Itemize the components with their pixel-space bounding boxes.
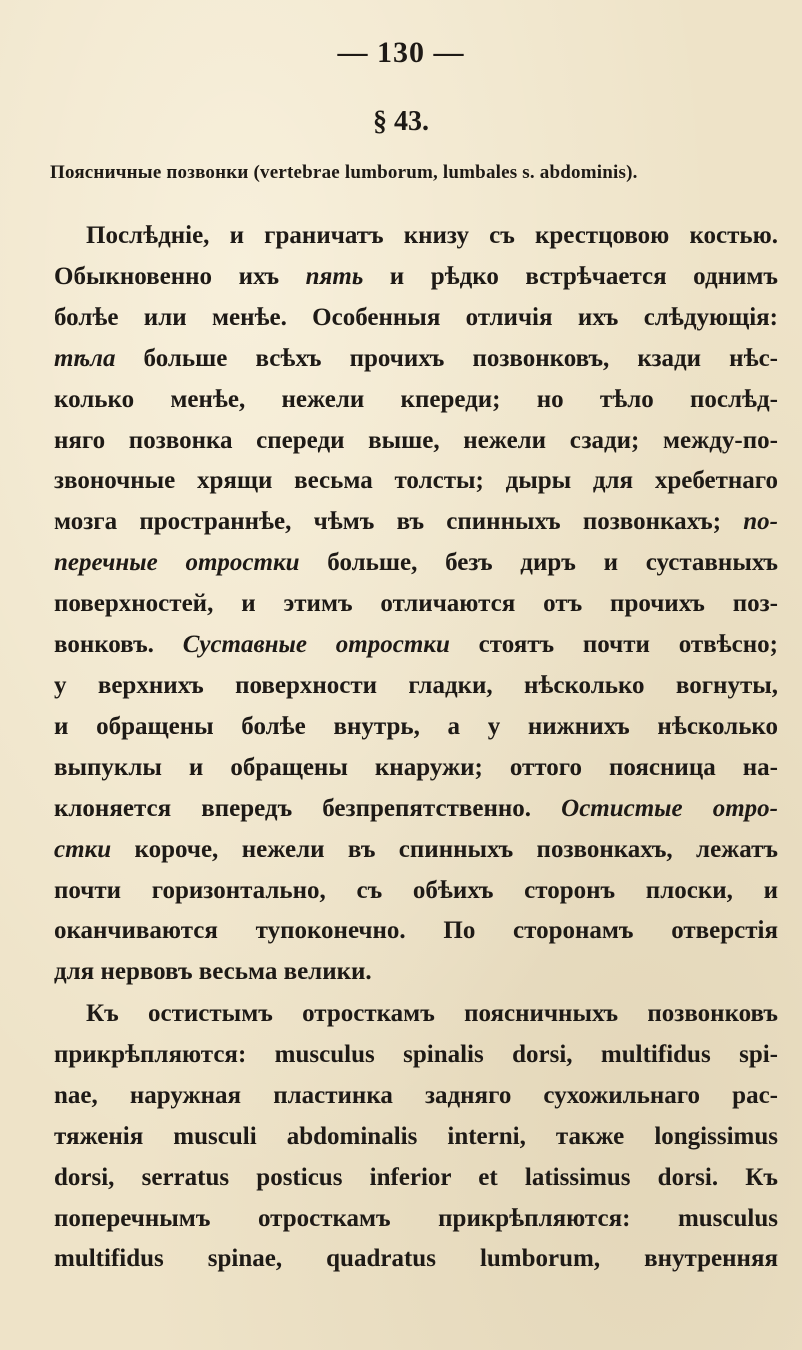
- text-line: для нервовъ весьма велики.: [54, 958, 372, 986]
- section-heading: Поясничные позвонки (vertebrae lumborum, lumbales s. abdominis).: [50, 162, 638, 183]
- text-run: Обыкновенно ихъ: [54, 262, 306, 290]
- emphasis-text: пять: [305, 262, 364, 290]
- text-line: колько менѣе, нежели кпереди; но тѣло послѣд-: [54, 385, 778, 413]
- text-line: dorsi, serratus posticus inferior et latissimus dorsi. Къ: [54, 1163, 778, 1191]
- emphasis-text: Суставные отростки: [182, 631, 450, 659]
- text-line: тяженія musculi abdominalis interni, также longissimus: [54, 1122, 778, 1150]
- text-run: стоятъ почти отвѣсно;: [449, 631, 778, 659]
- text-run: короче, нежели въ спинныхъ позвонкахъ, лежатъ: [111, 835, 778, 863]
- text-run: вонковъ.: [54, 631, 183, 659]
- text-line: [54, 339, 778, 380]
- text-line: няго позвонка спереди выше, нежели сзади; между-по-: [54, 426, 778, 454]
- text-run: мозга пространнѣе, чѣмъ въ спинныхъ позвонкахъ;: [54, 508, 744, 536]
- emphasis-text: тѣла: [54, 344, 116, 372]
- text-line: Къ остистымъ отросткамъ поясничныхъ позвонковъ: [86, 1000, 778, 1027]
- text-run: больше, безъ диръ и суставныхъ: [299, 549, 778, 577]
- emphasis-text: Остистые отро-: [561, 794, 778, 822]
- text-line: [54, 543, 778, 584]
- text-line: болѣе или менѣе. Особенныя отличія ихъ слѣдующія:: [54, 303, 778, 331]
- text-run: клоняется впередъ безпрепятственно.: [54, 794, 562, 822]
- text-line: [54, 830, 778, 871]
- paragraph-1: [54, 216, 778, 993]
- text-line: у верхнихъ поверхности гладки, нѣсколько вогнуты,: [54, 671, 778, 699]
- text-line: выпуклы и обращены кнаружи; оттого поясница на-: [54, 753, 778, 781]
- text-line: почти горизонтально, съ обѣихъ сторонъ плоски, и: [54, 876, 778, 904]
- emphasis-text: стки: [54, 835, 112, 863]
- text-line: прикрѣпляются: musculus spinalis dorsi, multifidus spi-: [54, 1040, 778, 1068]
- text-line: [54, 502, 778, 543]
- text-line: оканчиваются тупоконечно. По сторонамъ отверстія: [54, 917, 778, 945]
- text-line: nae, наружная пластинка задняго сухожильнаго рас-: [54, 1081, 778, 1109]
- emphasis-text: перечные отростки: [54, 549, 300, 577]
- section-number: § 43.: [373, 106, 429, 137]
- paragraph-2: [54, 994, 778, 1280]
- text-run: и рѣдко встрѣчается однимъ: [363, 262, 778, 290]
- text-line: звоночные хрящи весьма толсты; дыры для хребетнаго: [54, 467, 778, 495]
- text-line: [54, 257, 778, 298]
- page-number: — 130 —: [337, 36, 465, 69]
- text-line: и обращены болѣе внутрь, а у нижнихъ нѣсколько: [54, 712, 778, 740]
- text-line: поперечнымъ отросткамъ прикрѣпляются: musculus: [54, 1204, 778, 1232]
- emphasis-text: по-: [743, 508, 778, 536]
- text-line: [54, 625, 778, 666]
- text-line: multifidus spinae, quadratus lumborum, внутренняя: [54, 1245, 778, 1273]
- text-run: больше всѣхъ прочихъ позвонковъ, кзади нѣс-: [115, 344, 778, 372]
- text-line: Послѣдніе, и граничатъ книзу съ крестцовою костью.: [86, 222, 778, 249]
- text-line: поверхностей, и этимъ отличаются отъ прочихъ поз-: [54, 590, 778, 618]
- text-line: [54, 789, 778, 830]
